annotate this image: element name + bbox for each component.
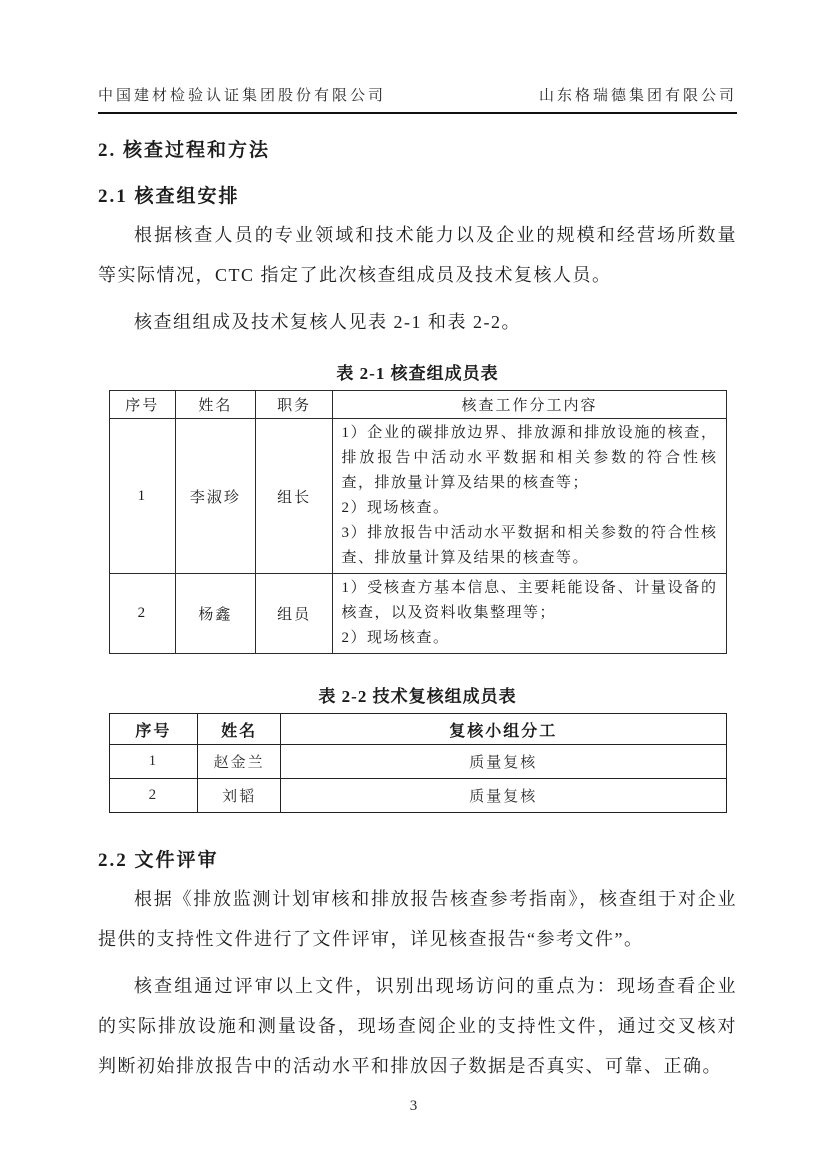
page-content	[98, 0, 737, 1086]
duty-line: 2）现场核查。	[341, 500, 450, 516]
table-row	[109, 745, 726, 779]
table-row	[109, 574, 726, 654]
page-number: 3	[409, 1098, 418, 1114]
table-2-1	[109, 390, 727, 654]
paragraph-2-2-a: 根据《排放监测计划审核和排放报告核查参考指南》，核查组于对企业提供的支持性文件进行了文件评审，详见核查报告“参考文件”。	[98, 889, 737, 949]
column-header-role: 职务	[255, 391, 333, 419]
subsection-heading-2-1: 2.1 核查组安排	[98, 186, 240, 207]
header-rule	[98, 112, 737, 114]
cell-name: 赵金兰	[198, 745, 281, 779]
column-header-name: 姓名	[176, 391, 256, 419]
subsection-heading-2-2: 2.2 文件评审	[98, 850, 219, 871]
column-header-review-duty: 复核小组分工	[281, 714, 726, 745]
cell-name: 李淑珍	[176, 419, 256, 574]
duty-line: 2）现场核查。	[341, 630, 450, 646]
column-header-duty: 核查工作分工内容	[333, 391, 726, 419]
cell-name: 杨鑫	[176, 574, 256, 654]
cell-name: 刘韬	[198, 779, 281, 813]
section-heading-2: 2. 核查过程和方法	[98, 140, 271, 161]
duty-line: 3）排放报告中活动水平数据和相关参数的符合性核查、排放量计算及结果的核查等。	[341, 525, 718, 566]
header-left-company: 中国建材检验认证集团股份有限公司	[98, 88, 387, 104]
column-header-name: 姓名	[198, 714, 281, 745]
table-2-1-header-row	[109, 391, 726, 419]
column-header-no: 序号	[109, 391, 176, 419]
cell-duty	[333, 419, 726, 574]
cell-role: 组员	[255, 574, 333, 654]
table-2-2-header-row	[109, 714, 726, 745]
table-2-2	[109, 713, 727, 813]
table-2-1-wrapper	[109, 390, 727, 654]
cell-no: 2	[109, 574, 176, 654]
cell-no: 1	[109, 419, 176, 574]
duty-line: 1）企业的碳排放边界、排放源和排放设施的核查，排放报告中活动水平数据和相关参数的符合性核查，排放量计算及结果的核查等；	[341, 425, 718, 491]
table-row	[109, 779, 726, 813]
table-2-2-title: 表 2-2 技术复核组成员表	[318, 687, 517, 706]
paragraph-2-2-b: 核查组通过评审以上文件，识别出现场访问的重点为：现场查看企业的实际排放设施和测量设备，现场查阅企业的支持性文件，通过交叉核对判断初始排放报告中的活动水平和排放因子数据是否真实、可靠、正确。	[98, 976, 737, 1076]
header-right-company: 山东格瑞德集团有限公司	[538, 88, 737, 104]
page-header	[98, 84, 737, 105]
table-2-2-wrapper	[109, 713, 727, 813]
table-row	[109, 419, 726, 574]
cell-no: 1	[109, 745, 198, 779]
cell-role: 组长	[255, 419, 333, 574]
column-header-no: 序号	[109, 714, 198, 745]
table-2-1-title: 表 2-1 核查组成员表	[336, 364, 499, 383]
cell-duty	[333, 574, 726, 654]
paragraph-2-1-a: 根据核查人员的专业领域和技术能力以及企业的规模和经营场所数量等实际情况，CTC 指定了此次核查组成员及技术复核人员。	[98, 225, 737, 285]
paragraph-2-1-b: 核查组组成及技术复核人见表 2-1 和表 2-2。	[134, 312, 521, 332]
cell-review-duty: 质量复核	[281, 779, 726, 813]
cell-no: 2	[109, 779, 198, 813]
cell-review-duty: 质量复核	[281, 745, 726, 779]
duty-line: 1）受核查方基本信息、主要耗能设备、计量设备的核查，以及资料收集整理等；	[341, 580, 718, 621]
